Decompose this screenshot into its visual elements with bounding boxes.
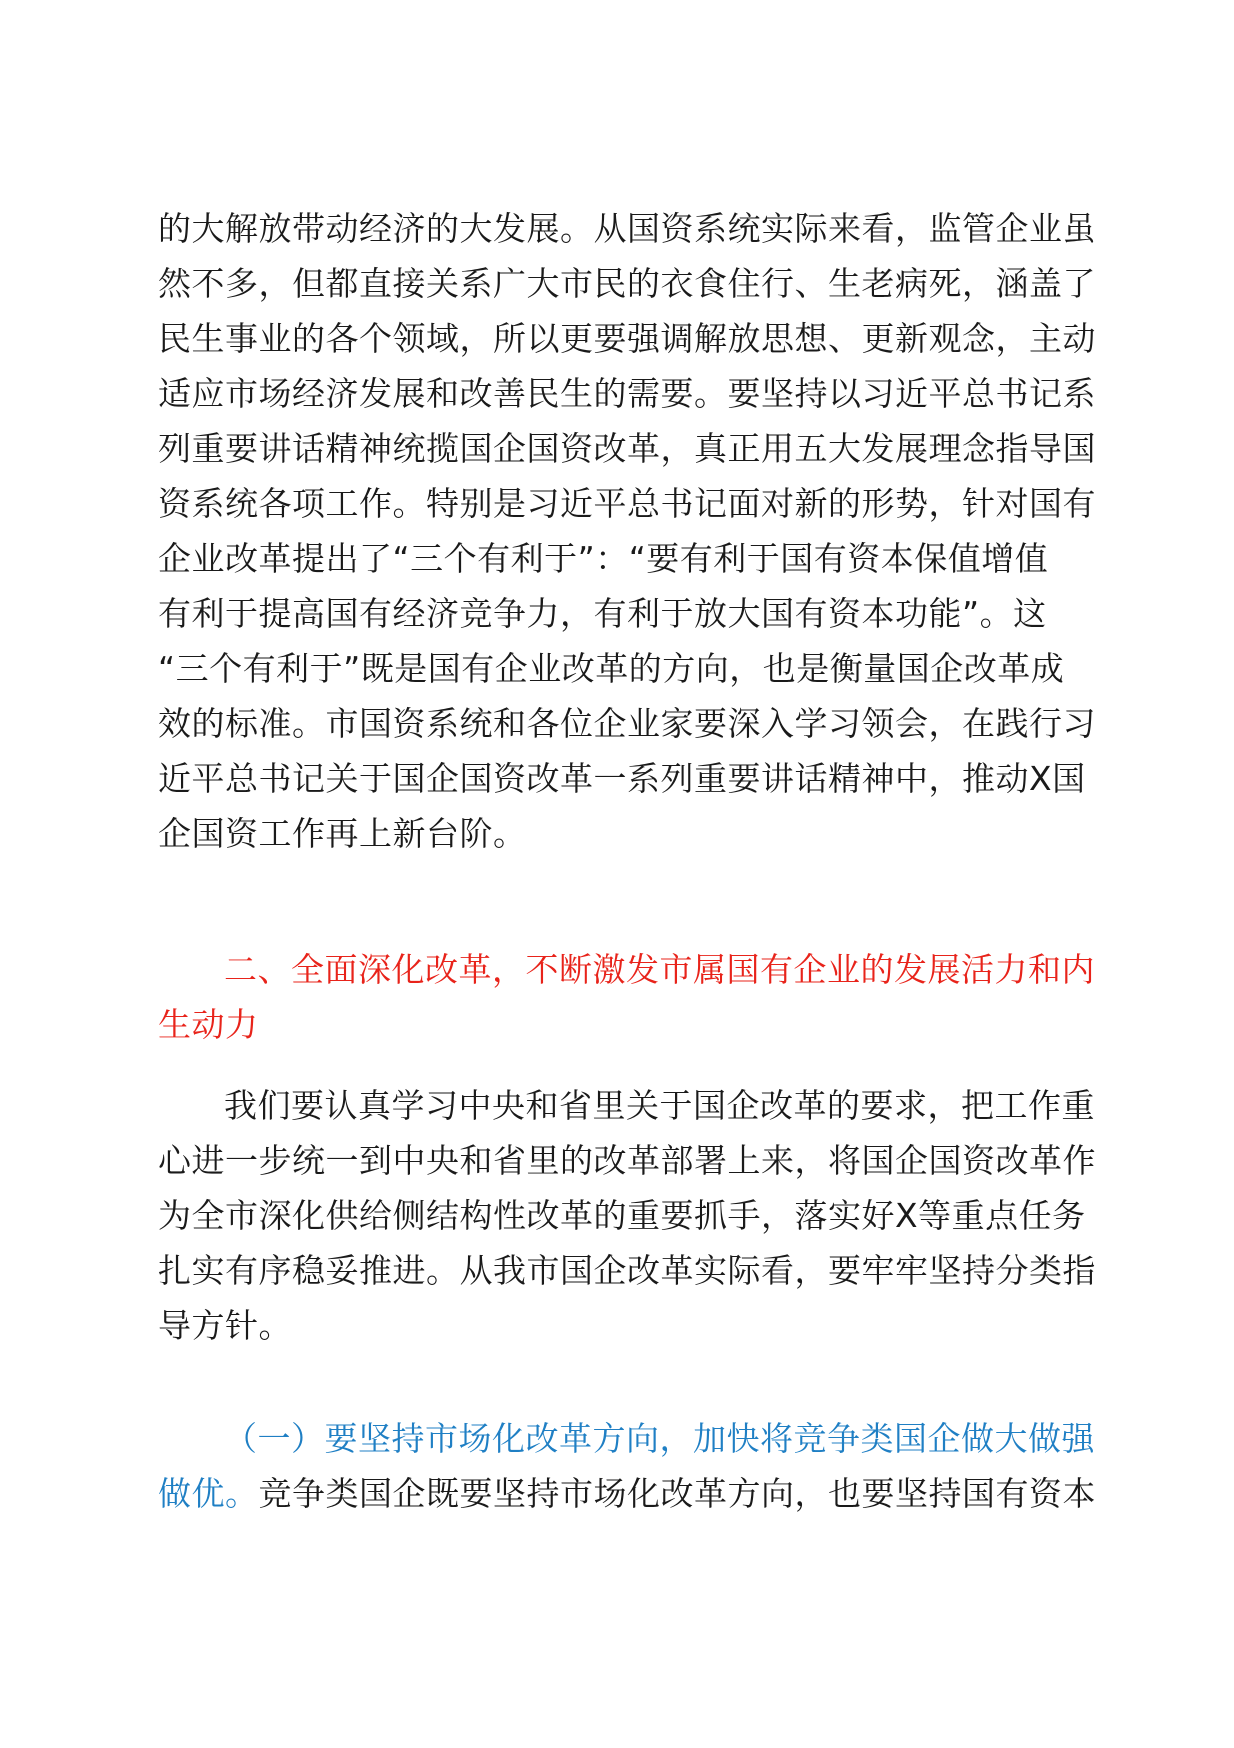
text-line: 列重要讲话精神统揽国企国资改革，真正用五大发展理念指导国 xyxy=(158,429,1096,468)
body-paragraph-1 xyxy=(158,201,1098,861)
subheading-tail: 做优。 xyxy=(158,1474,259,1513)
text-line: 近平总书记关于国企国资改革一系列重要讲话精神中，推动X国 xyxy=(158,759,1086,798)
body-paragraph-3 xyxy=(158,1411,1098,1521)
text-line: 企业改革提出了“三个有利于”：“要有利于国有资本保值增值 xyxy=(158,539,1049,578)
text-line: 然不多，但都直接关系广大市民的衣食住行、生老病死，涵盖了 xyxy=(158,264,1096,303)
text-line: 的大解放带动经济的大发展。从国资系统实际来看，监管企业虽 xyxy=(158,209,1096,248)
heading-line: 生动力 xyxy=(158,1005,259,1044)
text-line: 效的标准。市国资系统和各位企业家要深入学习领会，在践行习 xyxy=(158,704,1096,743)
text-line: 我们要认真学习中央和省里关于国企改革的要求，把工作重 xyxy=(224,1086,1095,1125)
heading-line: 二、全面深化改革，不断激发市属国有企业的发展活力和内 xyxy=(224,950,1095,989)
text-line: 有利于提高国有经济竞争力，有利于放大国有资本功能”。这 xyxy=(158,594,1047,633)
text-line: 导方针。 xyxy=(158,1306,292,1345)
text-line: “三个有利于”既是国有企业改革的方向，也是衡量国企改革成 xyxy=(158,649,1065,688)
text-line: 为全市深化供给侧结构性改革的重要抓手，落实好X等重点任务 xyxy=(158,1196,1086,1235)
section-heading-2 xyxy=(158,942,1098,1052)
text-line: 民生事业的各个领域，所以更要强调解放思想、更新观念，主动 xyxy=(158,319,1096,358)
text-line: 企国资工作再上新台阶。 xyxy=(158,814,527,853)
body-text: 竞争类国企既要坚持市场化改革方向，也要坚持国有资本 xyxy=(258,1474,1096,1513)
text-line: 适应市场经济发展和改善民生的需要。要坚持以习近平总书记系 xyxy=(158,374,1096,413)
text-line: 心进一步统一到中央和省里的改革部署上来，将国企国资改革作 xyxy=(158,1141,1096,1180)
body-paragraph-2 xyxy=(158,1078,1098,1353)
text-line: 扎实有序稳妥推进。从我市国企改革实际看，要牢牢坚持分类指 xyxy=(158,1251,1096,1290)
text-line: 资系统各项工作。特别是习近平总书记面对新的形势，针对国有 xyxy=(158,484,1096,523)
subheading-line: （一）要坚持市场化改革方向，加快将竞争类国企做大做强 xyxy=(224,1419,1095,1458)
text-line xyxy=(158,1466,1098,1521)
